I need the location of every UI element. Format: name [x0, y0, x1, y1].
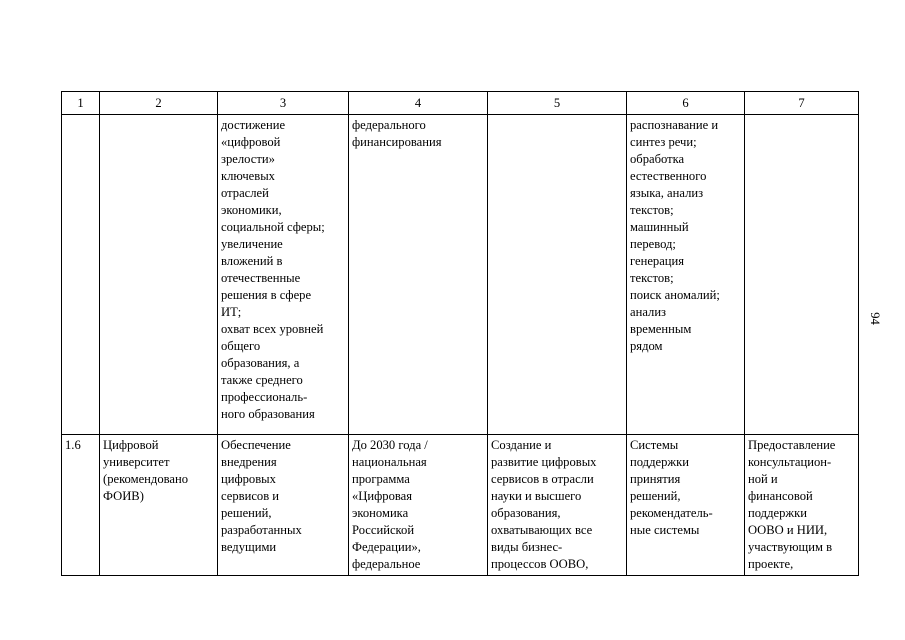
- column-number-7: 7: [745, 92, 859, 115]
- column-number-5: 5: [488, 92, 627, 115]
- table-cell: Цифровой университет (рекомендовано ФОИВ): [100, 435, 218, 576]
- table-cell: [745, 115, 859, 435]
- column-number-6: 6: [627, 92, 745, 115]
- data-table: [61, 91, 859, 576]
- table-cell: Обеспечение внедрения цифровых сервисов и решений, разработанных ведущими: [218, 435, 349, 576]
- table-cell: федерального финансирования: [349, 115, 488, 435]
- table-row: [62, 115, 859, 435]
- table-cell: 1.6: [62, 435, 100, 576]
- column-number-2: 2: [100, 92, 218, 115]
- table-row: [62, 435, 859, 576]
- table-cell: [62, 115, 100, 435]
- table-cell: достижение «цифровой зрелости» ключевых отраслей экономики, социальной сферы; увеличение вложений в отечественные решения в сфере ИТ; охват всех уровней общего образования, а также среднего профессиональ- ного образования: [218, 115, 349, 435]
- table-cell: Предоставление консультацион- ной и финансовой поддержки ООВО и НИИ, участвующим в проекте,: [745, 435, 859, 576]
- column-number-3: 3: [218, 92, 349, 115]
- page-number: 94: [867, 312, 882, 325]
- column-number-1: 1: [62, 92, 100, 115]
- table-header-row: [62, 92, 859, 115]
- column-number-4: 4: [349, 92, 488, 115]
- table-cell: Системы поддержки принятия решений, рекомендатель- ные системы: [627, 435, 745, 576]
- table-cell: До 2030 года / национальная программа «Цифровая экономика Российской Федерации», федеральное: [349, 435, 488, 576]
- table-cell: [100, 115, 218, 435]
- table-cell: распознавание и синтез речи; обработка естественного языка, анализ текстов; машинный перевод; генерация текстов; поиск аномалий; анализ временным рядом: [627, 115, 745, 435]
- table-cell: Создание и развитие цифровых сервисов в отрасли науки и высшего образования, охватывающих все виды бизнес- процессов ООВО,: [488, 435, 627, 576]
- table-cell: [488, 115, 627, 435]
